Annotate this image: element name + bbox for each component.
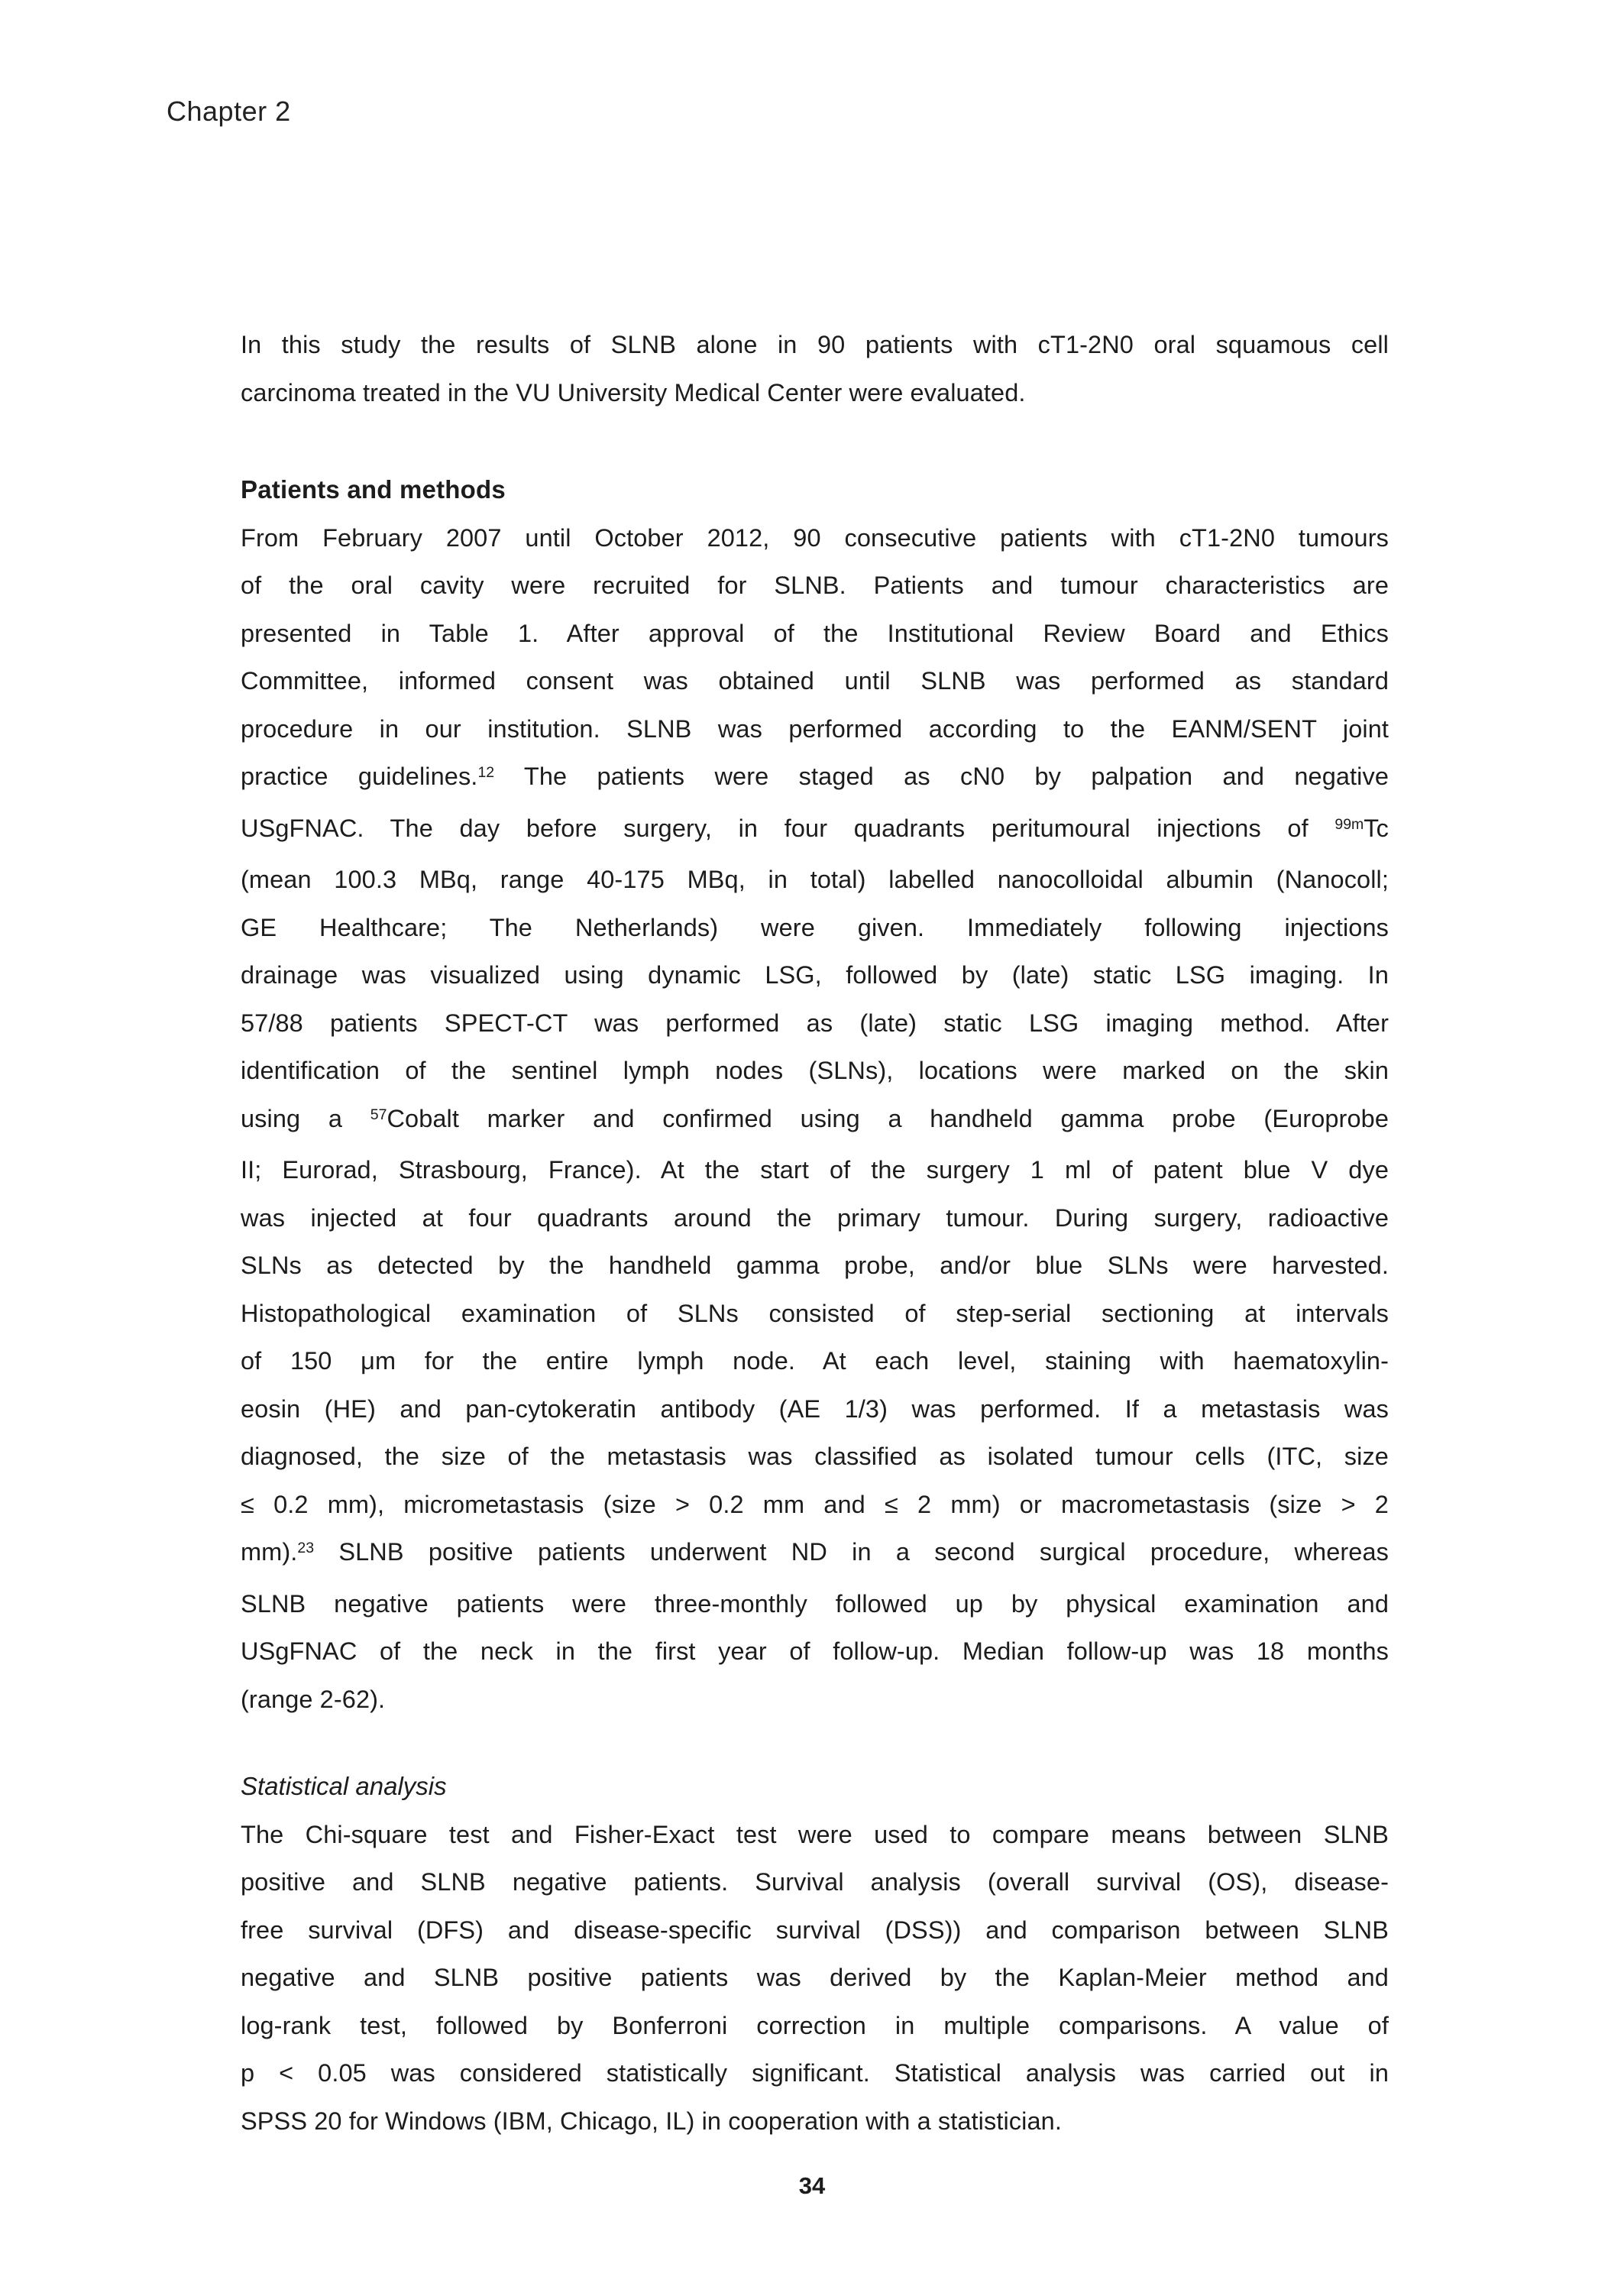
text-line: (range 2-62). xyxy=(241,1685,386,1713)
text-line: GE Healthcare; The Netherlands) were given. Immediately following injections xyxy=(241,913,1389,941)
text-line: practice guidelines.$^{12}$ The patients were staged as cN0 by palpation and negative xyxy=(241,763,1389,790)
intro-paragraph xyxy=(241,321,1389,416)
paragraph-patients-and-methods xyxy=(241,514,1389,1724)
text-line: ≤ 0.2 mm), micrometastasis (size > 0.2 mm and ≤ 2 mm) or macrometastasis (size > 2 xyxy=(241,1490,1389,1518)
text-line: using a $^{57}$Cobalt marker and confirmed using a handheld gamma probe (Europrobe xyxy=(241,1104,1389,1132)
text-line: carcinoma treated in the VU University Medical Center were evaluated. xyxy=(241,378,1026,406)
text-line: The Chi-square test and Fisher-Exact test were used to compare means between SLNB xyxy=(241,1820,1389,1848)
text-line: of 150 μm for the entire lymph node. At each level, staining with haematoxylin- xyxy=(241,1347,1389,1375)
text-line: SLNs as detected by the handheld gamma probe, and/or blue SLNs were harvested. xyxy=(241,1252,1389,1279)
page-number: 34 xyxy=(798,2172,826,2199)
chapter-label: Chapter 2 xyxy=(167,96,291,127)
text-line: II; Eurorad, Strasbourg, France). At the start of the surgery 1 ml of patent blue V dye xyxy=(241,1156,1389,1184)
section-heading-statistical-analysis: Statistical analysis xyxy=(241,1772,447,1800)
text-line: p < 0.05 was considered statistically significant. Statistical analysis was carried out in xyxy=(241,2059,1389,2087)
text-line: procedure in our institution. SLNB was performed according to the EANM/SENT joint xyxy=(241,714,1389,743)
text-line: Committee, informed consent was obtained until SLNB was performed as standard xyxy=(241,667,1389,695)
text-line: identification of the sentinel lymph nodes (SLNs), locations were marked on the skin xyxy=(241,1057,1389,1084)
text-line: presented in Table 1. After approval of the Institutional Review Board and Ethics xyxy=(241,619,1389,647)
section-heading-patients-and-methods: Patients and methods xyxy=(241,475,506,504)
text-column xyxy=(241,321,1389,2145)
text-line: log-rank test, followed by Bonferroni correction in multiple comparisons. A value of xyxy=(241,2011,1389,2039)
text-line: free survival (DFS) and disease-specific survival (DSS)) and comparison between SLNB xyxy=(241,1916,1389,1944)
text-line: eosin (HE) and pan-cytokeratin antibody (AE 1/3) was performed. If a metastasis was xyxy=(241,1394,1389,1423)
text-line: 57/88 patients SPECT-CT was performed as (late) static LSG imaging method. After xyxy=(241,1009,1389,1037)
text-line: SPSS 20 for Windows (IBM, Chicago, IL) in cooperation with a statistician. xyxy=(241,2107,1062,2135)
superscript-reference: 23 xyxy=(297,1540,315,1557)
text-line: (mean 100.3 MBq, range 40-175 MBq, in total) labelled nanocolloidal albumin (Nanocoll; xyxy=(241,866,1389,893)
text-line: was injected at four quadrants around the primary tumour. During surgery, radioactive xyxy=(241,1203,1389,1232)
text-line: In this study the results of SLNB alone in 90 patients with cT1-2N0 oral squamous cell xyxy=(241,331,1389,358)
text-line: positive and SLNB negative patients. Survival analysis (overall survival (OS), disease- xyxy=(241,1868,1389,1896)
text-line: Histopathological examination of SLNs consisted of step-serial sectioning at intervals xyxy=(241,1299,1389,1327)
paragraph-statistical-analysis xyxy=(241,1811,1389,2146)
superscript-reference: 57 xyxy=(370,1106,387,1123)
text-line: USgFNAC. The day before surgery, in four quadrants peritumoural injections of $^{99m}$Tc xyxy=(241,814,1389,842)
text-line: negative and SLNB positive patients was derived by the Kaplan-Meier method and xyxy=(241,1964,1389,1991)
text-line: mm).$^{23}$ SLNB positive patients underwent ND in a second surgical procedure, whereas xyxy=(241,1538,1389,1566)
superscript-reference: 99m xyxy=(1334,815,1364,833)
superscript-reference: 12 xyxy=(477,764,495,782)
text-line: USgFNAC of the neck in the first year of follow-up. Median follow-up was 18 months xyxy=(241,1637,1389,1665)
text-line: From February 2007 until October 2012, 90 consecutive patients with cT1-2N0 tumours xyxy=(241,523,1389,552)
text-line: SLNB negative patients were three-monthly followed up by physical examination and xyxy=(241,1589,1389,1618)
text-line: drainage was visualized using dynamic LSG, followed by (late) static LSG imaging. In xyxy=(241,961,1389,989)
text-line: diagnosed, the size of the metastasis was classified as isolated tumour cells (ITC, size xyxy=(241,1443,1389,1470)
text-line: of the oral cavity were recruited for SLNB. Patients and tumour characteristics are xyxy=(241,572,1389,599)
